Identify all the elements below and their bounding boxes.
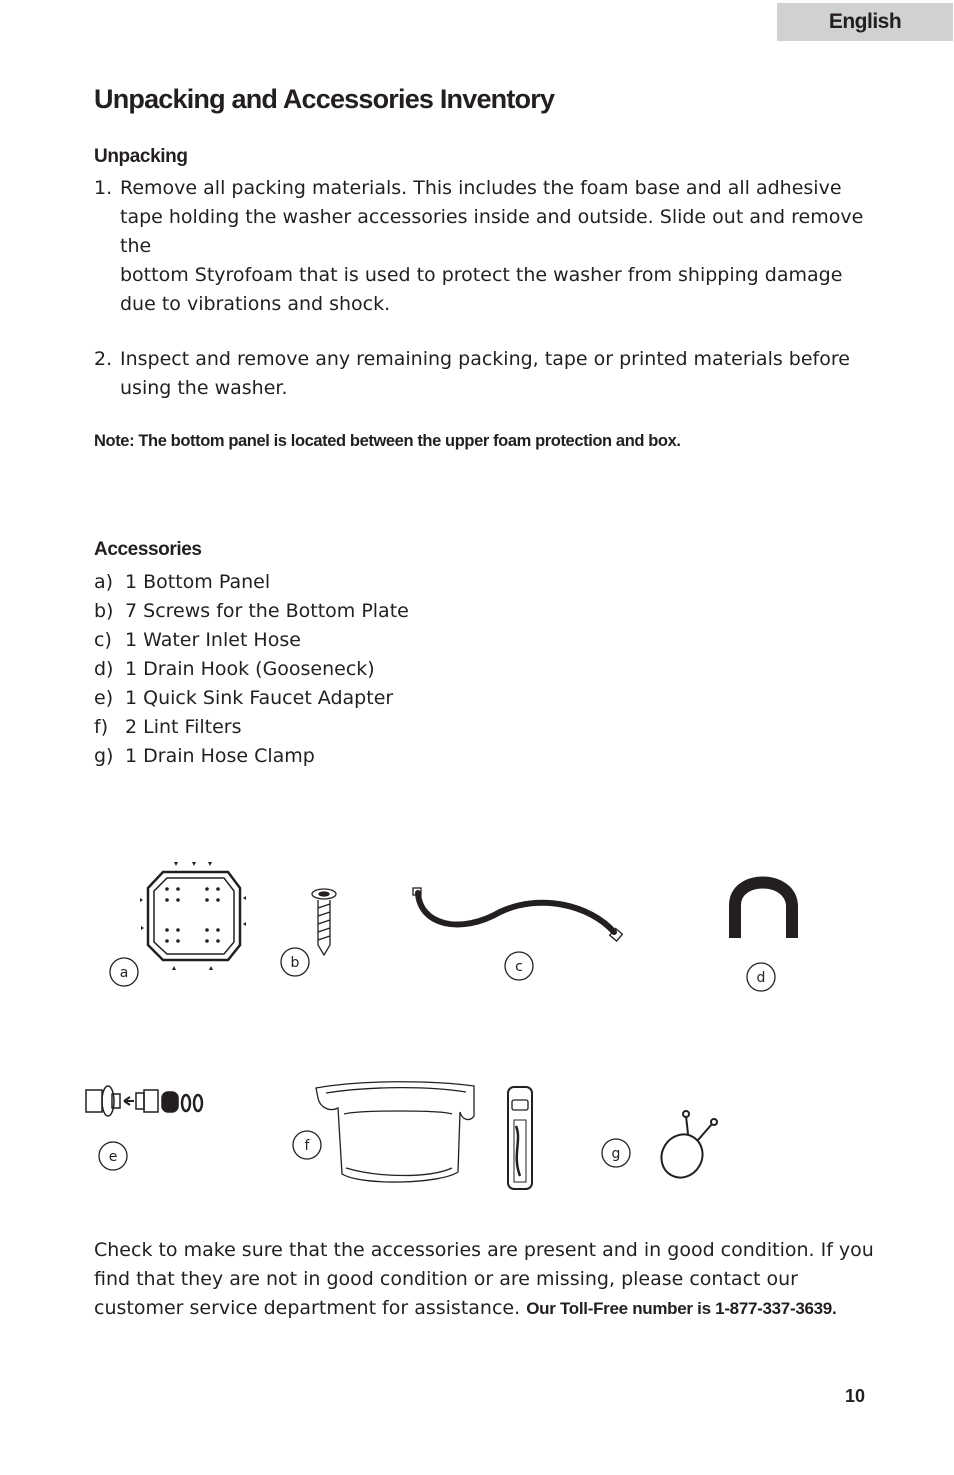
water-inlet-hose-drawing (413, 888, 622, 941)
item-text: 1 Drain Hose Clamp (125, 745, 315, 767)
closing-text: Check to make sure that the accessories are present and in good condition. If you find that they are not in good condition or are missing, please contact our customer service department for assistance. (94, 1239, 874, 1319)
step-number: 2. (94, 348, 113, 370)
step-number: 1. (94, 177, 113, 199)
bottom-panel-drawing (140, 862, 246, 970)
step-line: Inspect and remove any remaining packing, tape or printed materials before (120, 348, 850, 370)
item-letter: f) (94, 716, 109, 738)
language-tab: English (777, 3, 953, 41)
item-letter: c) (94, 629, 112, 651)
drain-hose-clamp-drawing (654, 1111, 717, 1185)
step-line: tape holding the washer accessories inside and outside. Slide out and remove (120, 206, 864, 228)
screw-drawing (312, 889, 336, 955)
item-text: 1 Water Inlet Hose (125, 629, 301, 651)
step-line: using the washer. (120, 377, 288, 399)
step-line: due to vibrations and shock. (120, 293, 391, 315)
figure-label-d: d (756, 970, 766, 986)
lint-filter-drawing (316, 1082, 532, 1189)
item-text: 7 Screws for the Bottom Plate (125, 600, 409, 622)
figure-label-g: g (611, 1146, 621, 1162)
step-line: Remove all packing materials. This includes the foam base and all adhesive (120, 177, 842, 199)
item-letter: g) (94, 745, 114, 767)
figure-label-b: b (290, 955, 300, 971)
faucet-adapter-drawing (86, 1086, 202, 1116)
figure-label-f: f (304, 1138, 310, 1154)
note: Note: The bottom panel is located between the upper foam protection and box. (94, 432, 681, 450)
item-text: 1 Drain Hook (Gooseneck) (125, 658, 375, 680)
item-text: 1 Quick Sink Faucet Adapter (125, 687, 394, 709)
unpacking-heading: Unpacking (94, 146, 188, 167)
step-line: bottom Styrofoam that is used to protect the washer from shipping damage (120, 264, 843, 286)
figure-label-e: e (108, 1149, 118, 1165)
item-letter: a) (94, 571, 114, 593)
item-text: 2 Lint Filters (125, 716, 242, 738)
item-letter: d) (94, 658, 114, 680)
closing-paragraph (94, 1236, 874, 1323)
item-letter: b) (94, 600, 114, 622)
drain-hook-drawing (735, 883, 792, 939)
figure-label-c: c (515, 959, 523, 975)
item-text: 1 Bottom Panel (125, 571, 271, 593)
page-number: 10 (845, 1386, 866, 1406)
accessories-heading: Accessories (94, 539, 202, 560)
item-letter: e) (94, 687, 114, 709)
figure-label-a: a (119, 965, 129, 981)
page-title: Unpacking and Accessories Inventory (94, 84, 555, 114)
toll-free-number: Our Toll-Free number is 1-877-337-3639. (526, 1299, 837, 1318)
step-line: the (120, 235, 152, 257)
